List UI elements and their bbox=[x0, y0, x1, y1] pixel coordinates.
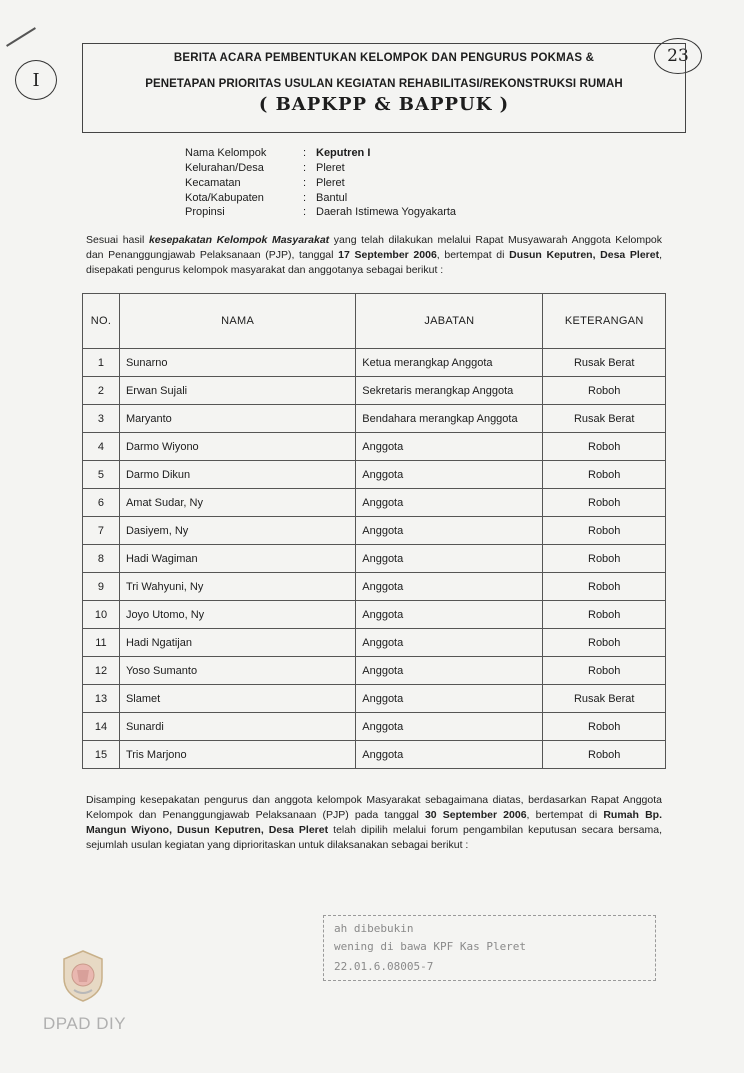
cell-keterangan: Roboh bbox=[543, 629, 666, 657]
identity-label: Propinsi bbox=[185, 206, 225, 218]
cell-no: 8 bbox=[83, 545, 120, 573]
table-row bbox=[83, 433, 666, 461]
cell-nama: Tris Marjono bbox=[119, 741, 355, 769]
cell-no: 7 bbox=[83, 517, 120, 545]
identity-value: Bantul bbox=[316, 192, 348, 204]
cell-keterangan: Roboh bbox=[543, 377, 666, 405]
header-nama: NAMA bbox=[119, 294, 355, 349]
cell-nama: Hadi Ngatijan bbox=[119, 629, 355, 657]
header-no: NO. bbox=[83, 294, 120, 349]
identity-label: Kota/Kabupaten bbox=[185, 192, 264, 204]
cell-jabatan: Anggota bbox=[356, 741, 543, 769]
cell-no: 4 bbox=[83, 433, 120, 461]
cell-jabatan: Anggota bbox=[356, 685, 543, 713]
corner-slash-mark bbox=[6, 27, 36, 47]
closing-text: Disamping kesepakatan pengurus dan anggota kelompok Masyarakat sebagaimana diatas, berdasarkan Rapat Anggota Kelompok dan Penanggungjawab Pelaksanaan (PJP) pada tanggal bbox=[86, 794, 662, 821]
cell-keterangan: Rusak Berat bbox=[543, 349, 666, 377]
cell-keterangan: Roboh bbox=[543, 517, 666, 545]
cell-jabatan: Anggota bbox=[356, 657, 543, 685]
cell-keterangan: Roboh bbox=[543, 601, 666, 629]
cell-no: 1 bbox=[83, 349, 120, 377]
cell-keterangan: Roboh bbox=[543, 461, 666, 489]
table-row bbox=[83, 461, 666, 489]
identity-colon: : bbox=[303, 206, 307, 218]
intro-text: , bertempat di bbox=[436, 249, 510, 261]
cell-jabatan: Anggota bbox=[356, 545, 543, 573]
identity-value: Pleret bbox=[316, 177, 345, 189]
identity-value: Keputren I bbox=[316, 147, 371, 159]
header-jabatan: JABATAN bbox=[356, 294, 543, 349]
cell-nama: Dasiyem, Ny bbox=[119, 517, 355, 545]
cell-keterangan: Rusak Berat bbox=[543, 685, 666, 713]
identity-label: Nama Kelompok bbox=[185, 147, 267, 159]
cell-keterangan: Roboh bbox=[543, 433, 666, 461]
title-line-3: ( BAPKPP & BAPPUK ) bbox=[258, 94, 510, 115]
cell-no: 2 bbox=[83, 377, 120, 405]
intro-text: , disepakati pengurus kelompok masyarakat dan anggotanya sebagai berikut : bbox=[86, 249, 663, 276]
intro-location: Dusun Keputren, Desa Pleret bbox=[509, 249, 660, 261]
cell-keterangan: Roboh bbox=[543, 741, 666, 769]
cell-nama: Amat Sudar, Ny bbox=[119, 489, 355, 517]
table-row bbox=[83, 713, 666, 741]
cell-jabatan: Bendahara merangkap Anggota bbox=[356, 405, 543, 433]
page-number-left: I bbox=[15, 60, 57, 100]
table-row bbox=[83, 377, 666, 405]
members-table-body bbox=[83, 349, 666, 769]
cell-nama: Darmo Wiyono bbox=[119, 433, 355, 461]
document-title-box bbox=[82, 43, 686, 133]
cell-keterangan: Roboh bbox=[543, 545, 666, 573]
table-row bbox=[83, 657, 666, 685]
title-line-2: PENETAPAN PRIORITAS USULAN KEGIATAN REHABILITASI/REKONSTRUKSI RUMAH bbox=[145, 78, 623, 90]
intro-text: Sesuai hasil bbox=[86, 234, 149, 246]
cell-jabatan: Anggota bbox=[356, 713, 543, 741]
dpad-diy-emblem-icon bbox=[58, 948, 108, 1004]
stamp-line-2: wening di bawa KPF Kas Pleret bbox=[334, 940, 527, 953]
cell-no: 3 bbox=[83, 405, 120, 433]
cell-nama: Erwan Sujali bbox=[119, 377, 355, 405]
cell-keterangan: Roboh bbox=[543, 573, 666, 601]
cell-no: 9 bbox=[83, 573, 120, 601]
cell-no: 12 bbox=[83, 657, 120, 685]
watermark-text: DPAD DIY bbox=[43, 1014, 127, 1033]
intro-text: yang telah dilakukan melalui Rapat Musyawarah Anggota Kelompok dan Penanggungjawab Pelaksanaan (PJP), tanggal bbox=[86, 234, 662, 261]
cell-no: 6 bbox=[83, 489, 120, 517]
cell-nama: Tri Wahyuni, Ny bbox=[119, 573, 355, 601]
cell-jabatan: Ketua merangkap Anggota bbox=[356, 349, 543, 377]
table-row bbox=[83, 601, 666, 629]
cell-nama: Slamet bbox=[119, 685, 355, 713]
cell-nama: Yoso Sumanto bbox=[119, 657, 355, 685]
identity-label: Kelurahan/Desa bbox=[185, 162, 264, 174]
intro-emphasis: kesepakatan Kelompok Masyarakat bbox=[148, 234, 330, 246]
cell-no: 10 bbox=[83, 601, 120, 629]
cell-keterangan: Roboh bbox=[543, 489, 666, 517]
members-table bbox=[82, 293, 666, 769]
cell-no: 15 bbox=[83, 741, 120, 769]
cell-jabatan: Anggota bbox=[356, 573, 543, 601]
table-row bbox=[83, 685, 666, 713]
cell-no: 5 bbox=[83, 461, 120, 489]
table-row bbox=[83, 405, 666, 433]
intro-paragraph bbox=[86, 233, 662, 278]
identity-colon: : bbox=[303, 147, 307, 159]
closing-text: , bertempat di bbox=[526, 809, 604, 821]
cell-jabatan: Anggota bbox=[356, 489, 543, 517]
cell-jabatan: Anggota bbox=[356, 517, 543, 545]
closing-date: 30 September 2006 bbox=[424, 809, 527, 821]
identity-colon: : bbox=[303, 162, 307, 174]
table-header-row bbox=[83, 294, 666, 349]
cell-nama: Sunardi bbox=[119, 713, 355, 741]
stamp-line-1: ah dibebukin bbox=[334, 922, 414, 935]
table-row bbox=[83, 629, 666, 657]
cell-keterangan: Rusak Berat bbox=[543, 405, 666, 433]
table-row bbox=[83, 489, 666, 517]
identity-colon: : bbox=[303, 177, 307, 189]
header-keterangan: KETERANGAN bbox=[543, 294, 666, 349]
cell-nama: Joyo Utomo, Ny bbox=[119, 601, 355, 629]
stamp-line-3: 22.01.6.08005-7 bbox=[334, 960, 434, 973]
table-row bbox=[83, 349, 666, 377]
cell-jabatan: Anggota bbox=[356, 629, 543, 657]
cell-keterangan: Roboh bbox=[543, 713, 666, 741]
closing-paragraph bbox=[86, 793, 662, 853]
cell-nama: Hadi Wagiman bbox=[119, 545, 355, 573]
cell-jabatan: Sekretaris merangkap Anggota bbox=[356, 377, 543, 405]
cell-nama: Sunarno bbox=[119, 349, 355, 377]
table-row bbox=[83, 741, 666, 769]
closing-location: Rumah Bp. Mangun Wiyono, Dusun Keputren, Desa Pleret bbox=[86, 809, 662, 836]
page-number-right: 23 bbox=[654, 38, 702, 74]
cell-nama: Maryanto bbox=[119, 405, 355, 433]
closing-text: telah dipilih melalui forum pengambilan keputusan secara bersama, sejumlah usulan kegiatan yang diprioritaskan untuk dilaksanakan sebagai berikut : bbox=[86, 824, 662, 851]
cell-no: 11 bbox=[83, 629, 120, 657]
title-line-1: BERITA ACARA PEMBENTUKAN KELOMPOK DAN PENGURUS POKMAS & bbox=[173, 52, 595, 64]
table-row bbox=[83, 573, 666, 601]
table-row bbox=[83, 517, 666, 545]
intro-date: 17 September 2006 bbox=[338, 249, 437, 261]
cell-jabatan: Anggota bbox=[356, 461, 543, 489]
identity-colon: : bbox=[303, 192, 307, 204]
archive-stamp bbox=[323, 915, 656, 981]
cell-keterangan: Roboh bbox=[543, 657, 666, 685]
table-row bbox=[83, 545, 666, 573]
identity-value: Pleret bbox=[316, 162, 345, 174]
identity-value: Daerah Istimewa Yogyakarta bbox=[316, 206, 457, 218]
identity-label: Kecamatan bbox=[185, 177, 241, 189]
cell-jabatan: Anggota bbox=[356, 601, 543, 629]
cell-no: 13 bbox=[83, 685, 120, 713]
cell-nama: Darmo Dikun bbox=[119, 461, 355, 489]
cell-jabatan: Anggota bbox=[356, 433, 543, 461]
cell-no: 14 bbox=[83, 713, 120, 741]
